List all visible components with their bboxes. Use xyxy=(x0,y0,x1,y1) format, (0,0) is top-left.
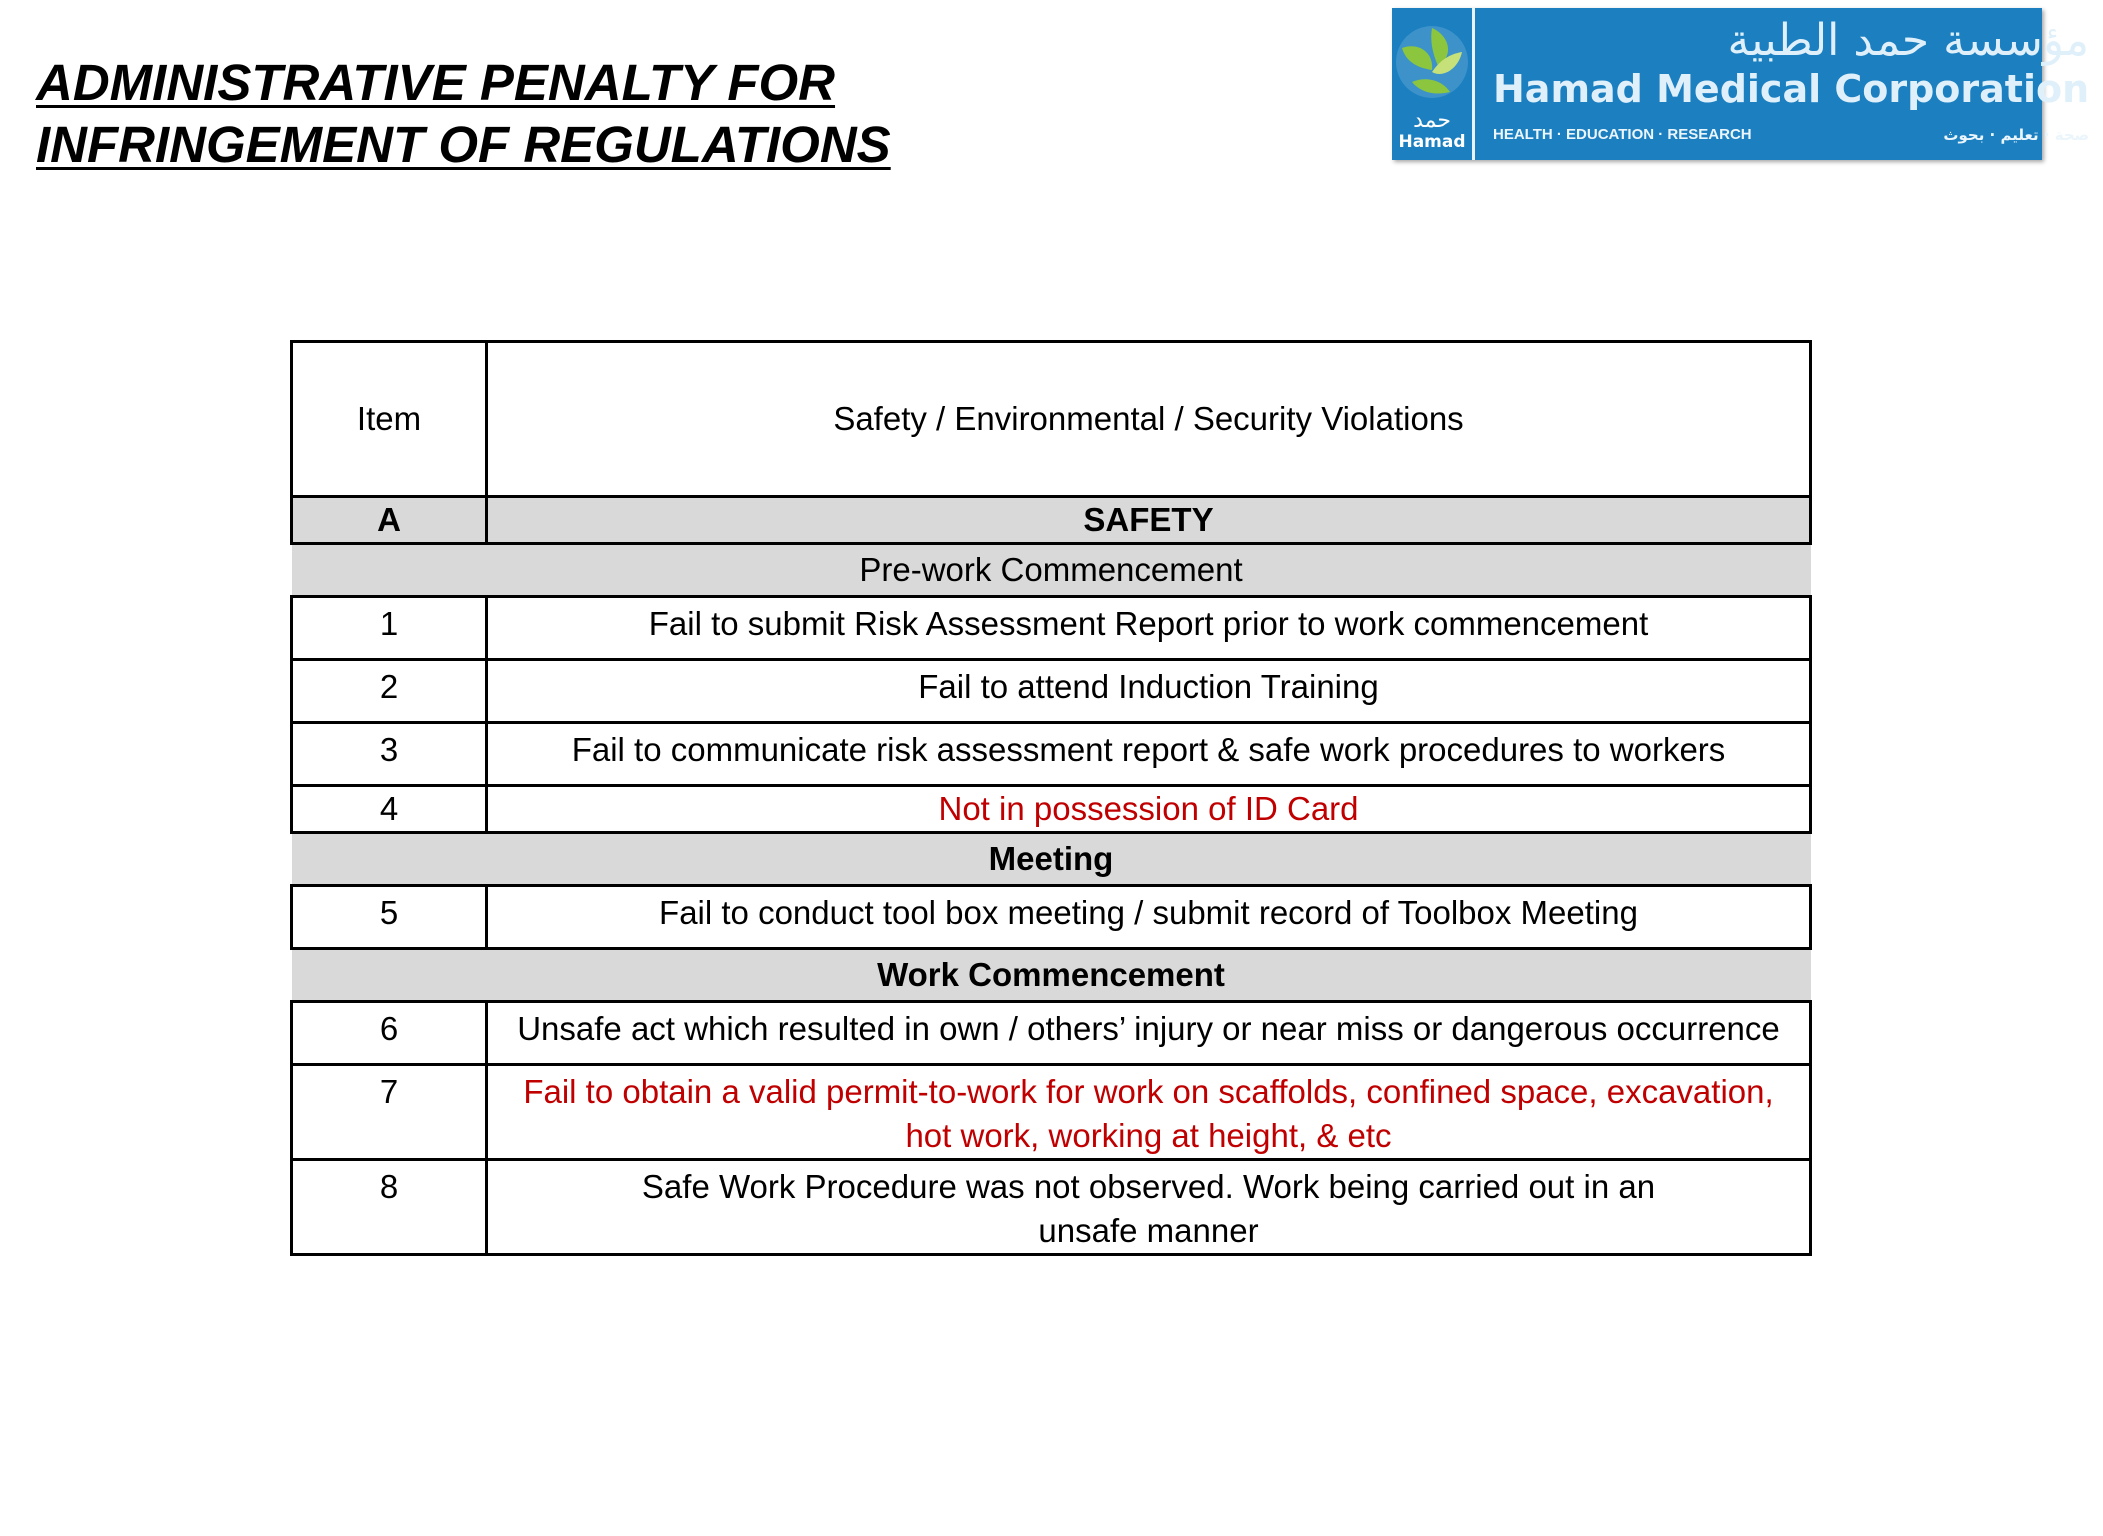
row-text: Fail to submit Risk Assessment Report prior to work commencement xyxy=(487,597,1811,660)
row-item: 4 xyxy=(292,786,487,833)
logo-english-name: Hamad Medical Corporation xyxy=(1493,67,2090,111)
logo-tagline-en: HEALTH · EDUCATION · RESEARCH xyxy=(1493,126,1752,143)
row-item: 8 xyxy=(292,1160,487,1255)
page-title xyxy=(36,52,891,176)
header-violations: Safety / Environmental / Security Violations xyxy=(487,342,1811,497)
table-header-row xyxy=(292,342,1811,497)
page-title-line-1: ADMINISTRATIVE PENALTY FOR xyxy=(36,54,836,111)
table-row xyxy=(292,660,1811,723)
table-row xyxy=(292,723,1811,786)
row-item: 3 xyxy=(292,723,487,786)
table-row xyxy=(292,1065,1811,1160)
section-row-safety xyxy=(292,497,1811,544)
penalty-table xyxy=(290,340,1812,1256)
table-row xyxy=(292,597,1811,660)
row-text-highlighted: Not in possession of ID Card xyxy=(487,786,1811,833)
row-item: 5 xyxy=(292,886,487,949)
group-row-work-commencement xyxy=(292,949,1811,1002)
table-row xyxy=(292,1160,1811,1255)
row-text: Fail to conduct tool box meeting / submit record of Toolbox Meeting xyxy=(487,886,1811,949)
table-row xyxy=(292,1002,1811,1065)
group-label: Pre-work Commencement xyxy=(292,544,1811,597)
group-label: Meeting xyxy=(292,833,1811,886)
group-label: Work Commencement xyxy=(292,949,1811,1002)
row-text xyxy=(487,1160,1811,1255)
row-text: Unsafe act which resulted in own / others’ injury or near miss or dangerous occurrence xyxy=(487,1002,1811,1065)
row-text-line-2: hot work, working at height, & etc xyxy=(905,1117,1392,1154)
hamad-logo xyxy=(1392,8,2090,160)
logo-english-mark: Hamad xyxy=(1398,132,1466,152)
logo-arabic-name: مؤسسة حمد الطبية xyxy=(1727,15,2090,66)
group-row-pre-work xyxy=(292,544,1811,597)
section-label: SAFETY xyxy=(487,497,1811,544)
row-text-line-2: unsafe manner xyxy=(1038,1212,1259,1249)
row-text: Fail to attend Induction Training xyxy=(487,660,1811,723)
table-row xyxy=(292,786,1811,833)
row-item: 1 xyxy=(292,597,487,660)
row-text-highlighted xyxy=(487,1065,1811,1160)
group-row-meeting xyxy=(292,833,1811,886)
header-item: Item xyxy=(292,342,487,497)
row-text-line-1: Fail to obtain a valid permit-to-work for work on scaffolds, confined space, excavation, xyxy=(523,1073,1774,1110)
leaf-emblem-icon xyxy=(1392,22,1472,108)
logo-tagline-ar: صحة · تعليم · بحوث xyxy=(1943,126,2090,144)
row-text-line-1: Safe Work Procedure was not observed. Work being carried out in an xyxy=(641,1168,1656,1205)
row-item: 7 xyxy=(292,1065,487,1160)
row-text: Fail to communicate risk assessment report & safe work procedures to workers xyxy=(487,723,1811,786)
row-item: 6 xyxy=(292,1002,487,1065)
page-title-line-2: INFRINGEMENT OF REGULATIONS xyxy=(36,116,891,173)
logo-emblem xyxy=(1392,8,1475,160)
table-row xyxy=(292,886,1811,949)
logo-arabic-mark: حمد xyxy=(1413,108,1451,133)
row-item: 2 xyxy=(292,660,487,723)
section-code: A xyxy=(292,497,487,544)
